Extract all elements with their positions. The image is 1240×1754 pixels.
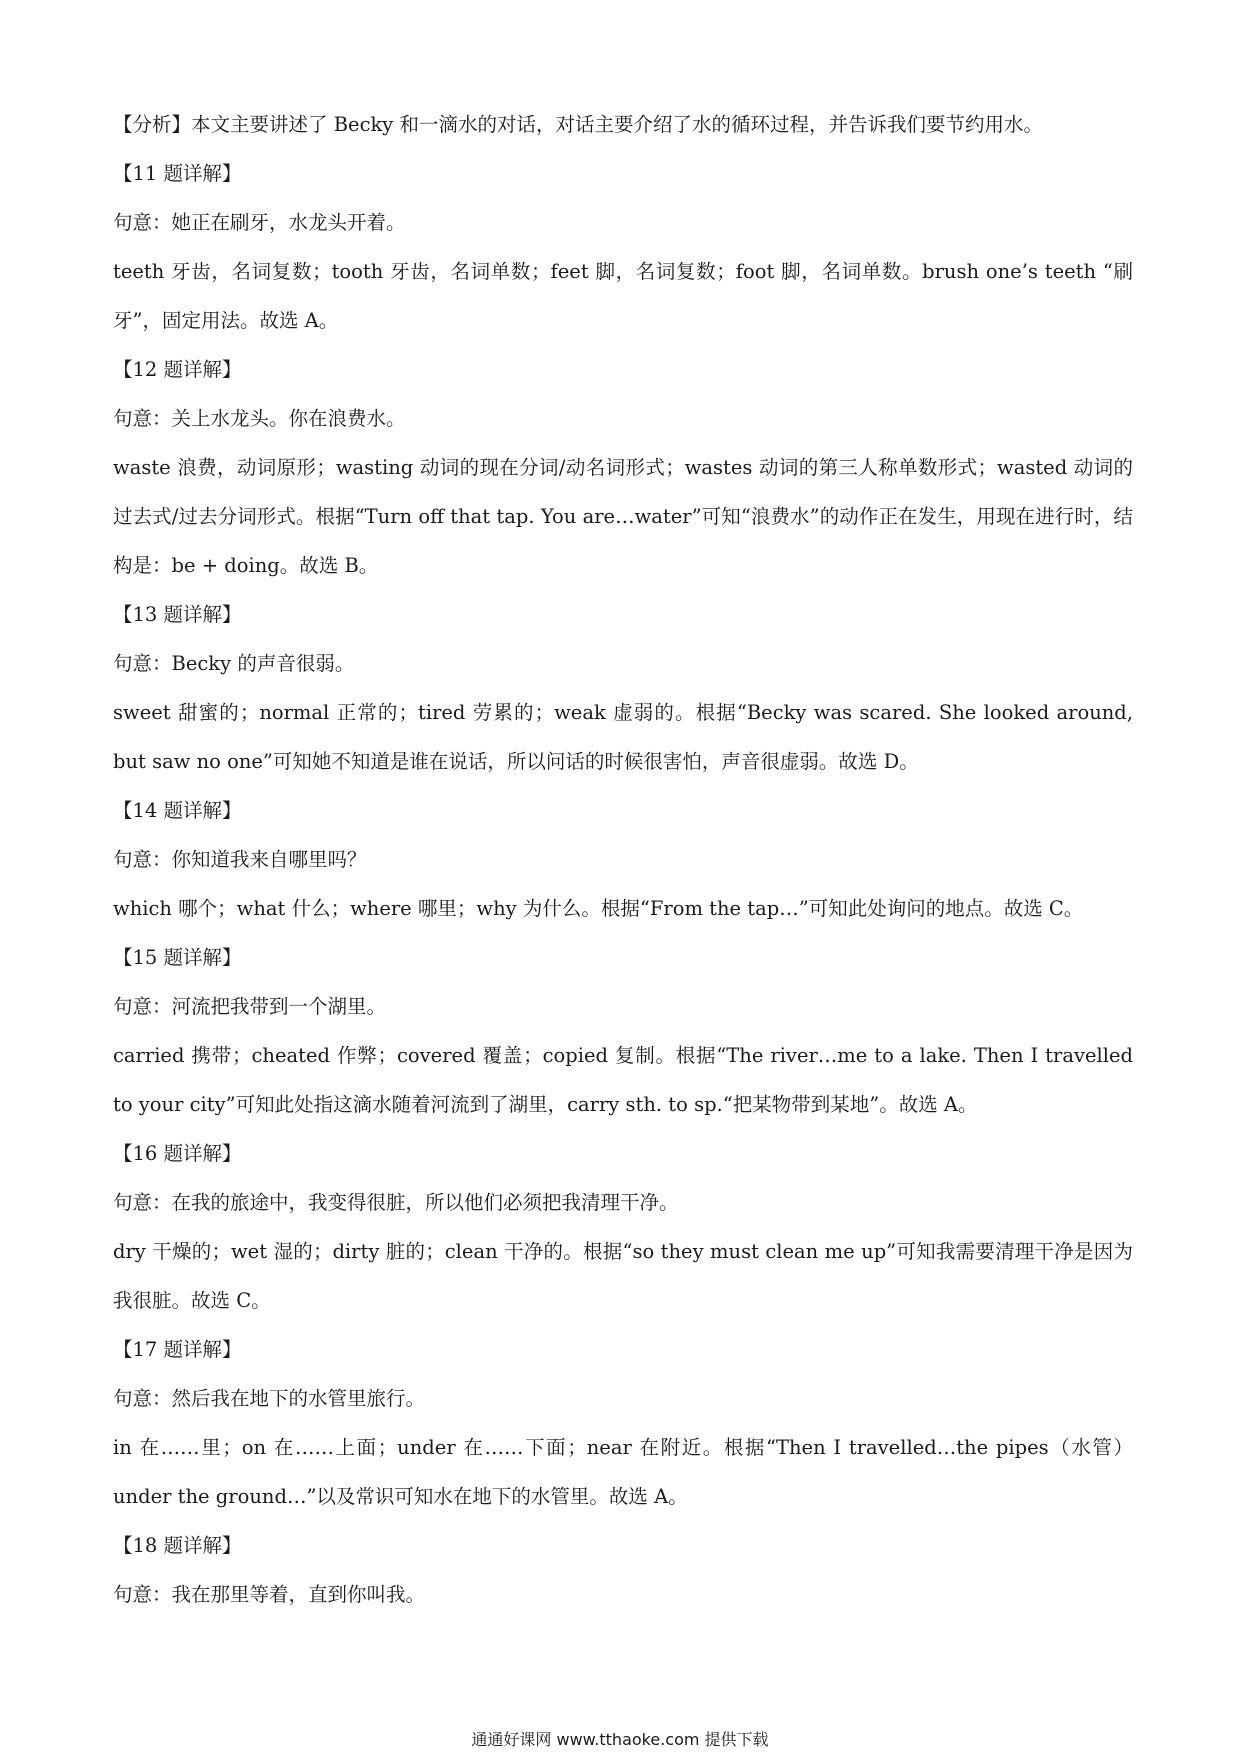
- question-11-section: [113, 149, 1133, 345]
- question-11-meaning: 句意：她正在刷牙，水龙头开着。: [113, 211, 406, 234]
- question-16-heading: 【16 题详解】: [113, 1142, 242, 1165]
- question-14-explanation: which 哪个；what 什么；where 哪里；why 为什么。根据“From the tap…”可知此处询问的地点。故选 C。: [113, 897, 1084, 920]
- question-11-explanation: teeth 牙齿，名词复数；tooth 牙齿，名词单数；feet 脚，名词复数；foot 脚，名词单数。brush one’s teeth “刷牙”，固定用法。故选 A。: [113, 260, 1133, 332]
- question-15-heading: 【15 题详解】: [113, 946, 242, 969]
- question-17-meaning: 句意：然后我在地下的水管里旅行。: [113, 1387, 426, 1410]
- question-17-explanation: in 在……里；on 在……上面；under 在……下面；near 在附近。根据“Then I travelled…the pipes（水管）under the ground…”以及常识可知水在地下的水管里。故选 A。: [113, 1436, 1133, 1508]
- question-13-heading: 【13 题详解】: [113, 603, 242, 626]
- question-17-section: [113, 1325, 1133, 1521]
- question-14-meaning: 句意：你知道我来自哪里吗？: [113, 848, 367, 871]
- question-14-heading: 【14 题详解】: [113, 799, 242, 822]
- question-18-meaning: 句意：我在那里等着，直到你叫我。: [113, 1583, 426, 1606]
- question-12-meaning: 句意：关上水龙头。你在浪费水。: [113, 407, 406, 430]
- question-13-meaning: 句意：Becky 的声音很弱。: [113, 652, 355, 675]
- question-16-meaning: 句意：在我的旅途中，我变得很脏，所以他们必须把我清理干净。: [113, 1191, 679, 1214]
- question-14-section: [113, 786, 1133, 933]
- question-18-section: [113, 1521, 1133, 1619]
- question-12-explanation: waste 浪费，动词原形；wasting 动词的现在分词/动名词形式；wastes 动词的第三人称单数形式；wasted 动词的过去式/过去分词形式。根据“Turn off that tap. You are…water”可知“浪费水”的动作正在发生，用现在进行时，结构是：be + doing。故选 B。: [113, 456, 1133, 577]
- analysis-paragraph: 【分析】本文主要讲述了 Becky 和一滴水的对话，对话主要介绍了水的循环过程，并告诉我们要节约用水。: [113, 113, 1044, 136]
- question-18-heading: 【18 题详解】: [113, 1534, 242, 1557]
- question-17-heading: 【17 题详解】: [113, 1338, 242, 1361]
- page-footer: 通通好课网 www.tthaoke.com 提供下载: [471, 1730, 769, 1749]
- question-15-meaning: 句意：河流把我带到一个湖里。: [113, 995, 387, 1018]
- question-15-explanation: carried 携带；cheated 作弊；covered 覆盖；copied 复制。根据“The river…me to a lake. Then I travelled to your city”可知此处指这滴水随着河流到了湖里，carry sth. to sp.“把某物带到某地”。故选 A。: [113, 1044, 1133, 1116]
- question-11-heading: 【11 题详解】: [113, 162, 242, 185]
- question-12-heading: 【12 题详解】: [113, 358, 242, 381]
- question-16-explanation: dry 干燥的；wet 湿的；dirty 脏的；clean 干净的。根据“so they must clean me up”可知我需要清理干净是因为我很脏。故选 C。: [113, 1240, 1133, 1312]
- question-16-section: [113, 1129, 1133, 1325]
- question-13-section: [113, 590, 1133, 786]
- question-13-explanation: sweet 甜蜜的；normal 正常的；tired 劳累的；weak 虚弱的。根据“Becky was scared. She looked around, but saw no one”可知她不知道是谁在说话，所以问话的时候很害怕，声音很虚弱。故选 D。: [113, 701, 1133, 773]
- question-12-section: [113, 345, 1133, 590]
- document-body: [113, 100, 1133, 1619]
- question-15-section: [113, 933, 1133, 1129]
